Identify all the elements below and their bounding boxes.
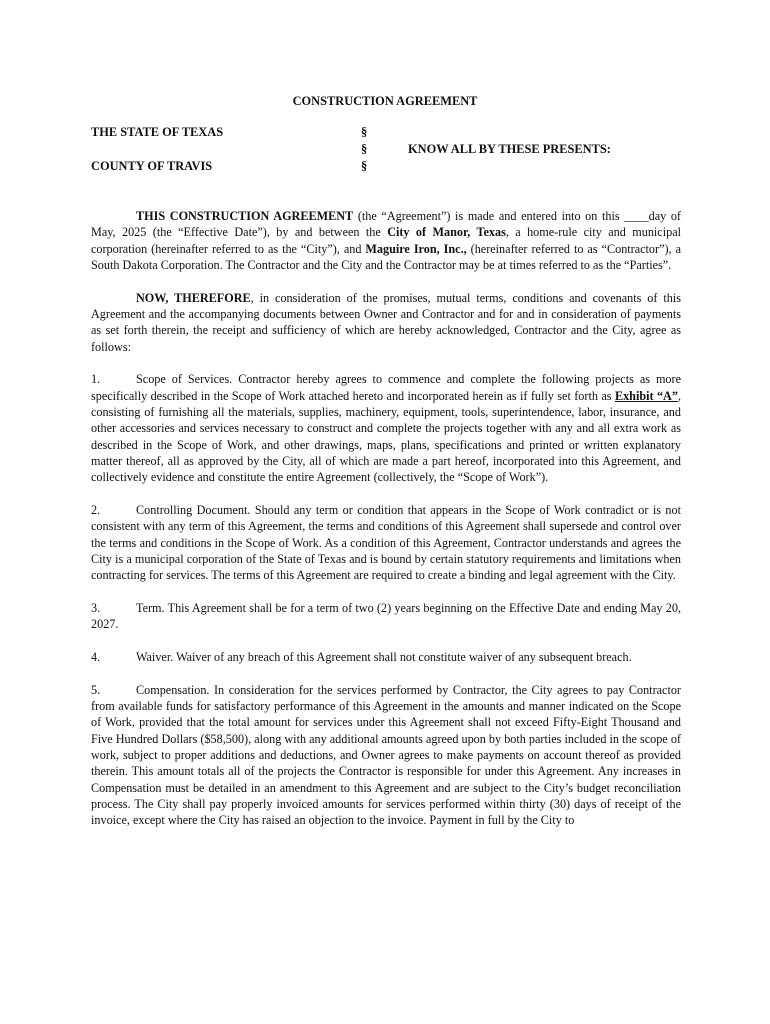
section-3-text: Term. This Agreement shall be for a term of two (2) years beginning on the Effective Date and ending May 20, 2027. — [91, 600, 681, 632]
caption-row-state — [91, 125, 691, 142]
caption-row-county — [91, 159, 691, 176]
caption-row-middle — [91, 142, 691, 159]
intro-text-3: (hereinafter referred to as “Contractor”), a South Dakota Corporation. The Contractor and the City and the Contractor may be at times referred to as the “Parties”. — [91, 241, 681, 272]
therefore-paragraph — [91, 290, 681, 355]
section-5-compensation — [91, 682, 681, 829]
therefore-lead: NOW, THEREFORE — [136, 290, 251, 305]
section-number: 3. — [91, 600, 101, 615]
section-number: 1. — [91, 372, 101, 387]
section-1-scope — [91, 371, 681, 485]
know-all-heading: KNOW ALL BY THESE PRESENTS: — [408, 142, 611, 156]
section-5-text: Compensation. In consideration for the services performed by Contractor, the City agrees to pay Contractor from available funds for satisfactory performance of this Agreement in the amounts and manner indicated on the Scope of Work, provided that the total amount for services under this Agreement shall not exceed Fifty-Eight Thousand and Five Hundred Dollars ($58,500), along with any additional amounts agreed upon by both parties included in the scope of work, subject to proper additions and deductions, and Owner agrees to make payments on account thereof as provided therein. This amount totals all of the projects the Contractor is responsible for under this Agreement. Any increases in Compensation must be detailed in an amendment to this Agreement and are subject to the City’s budget reconciliation process. The City shall pay properly invoiced amounts for services performed within thirty (30) days of receipt of the invoice, except where the City has raised an objection to the invoice. Payment in full by the City to — [91, 682, 681, 828]
county-label: COUNTY OF TRAVIS — [91, 159, 213, 173]
section-3-term — [91, 600, 681, 633]
section-1-text-a: Scope of Services. Contractor hereby agrees to commence and complete the following projects as more specifically described in the Scope of Work attached hereto and incorporated herein as if fully set forth as — [91, 372, 681, 403]
section-2-controlling — [91, 502, 681, 583]
intro-lead: THIS CONSTRUCTION AGREEMENT — [136, 209, 354, 223]
section-mark: § — [361, 125, 368, 139]
section-number: 2. — [91, 502, 101, 517]
section-mark: § — [361, 142, 368, 156]
section-1-text-b: , consisting of furnishing all the materials, supplies, machinery, equipment, tools, superintendence, labor, insurance, and other accessories and services necessary to construct and complete the projects together with any and all extra work as described in the Scope of Work, and other drawings, maps, plans, specifications and printed or written explanatory matter thereof, all as approved by the City, all of which are made a part hereof, incorporated into this Agreement, and collectively evidence and constitute the entire Agreement (collectively, the “Scope of Work”). — [91, 388, 682, 485]
section-mark: § — [361, 159, 368, 173]
therefore-text: , in consideration of the promises, mutual terms, conditions and covenants of this Agreement and the accompanying documents between Owner and Contractor and for and in consideration of payments as set forth therein, the receipt and sufficiency of which are hereby acknowledged, Contractor and the City, agree as follows: — [91, 290, 681, 354]
contractor-name: Maguire Iron, Inc., — [365, 241, 467, 256]
section-4-text: Waiver. Waiver of any breach of this Agreement shall not constitute waiver of any subsequent breach. — [136, 650, 632, 665]
section-4-waiver — [91, 649, 681, 665]
section-2-text: Controlling Document. Should any term or condition that appears in the Scope of Work contradict or is not consistent with any term of this Agreement, the terms and conditions of this Agreement shall supersede and control over the terms and conditions in the Scope of Work. As a condition of this Agreement, Contractor understands and agrees the City is a municipal corporation of the State of Texas and is bound by certain statutory requirements and limitations when contracting for services. The terms of this Agreement are required to create a binding and legal agreement with the City. — [91, 502, 681, 583]
intro-text-1: (the “Agreement”) is made and entered into on this ____day of May, 2025 (the “Effective Date”), by and between the — [91, 209, 681, 240]
document-title: CONSTRUCTION AGREEMENT — [292, 94, 478, 108]
city-name: City of Manor, Texas — [387, 225, 506, 240]
section-number: 5. — [91, 682, 101, 697]
intro-text-2: , a home-rule city and municipal corporation (hereinafter referred to as the “City”), and — [91, 225, 681, 256]
document-body — [91, 208, 681, 845]
section-number: 4. — [91, 650, 101, 665]
intro-paragraph — [91, 208, 681, 273]
state-label: THE STATE OF TEXAS — [91, 125, 224, 139]
exhibit-a-reference: Exhibit “A” — [614, 388, 678, 403]
